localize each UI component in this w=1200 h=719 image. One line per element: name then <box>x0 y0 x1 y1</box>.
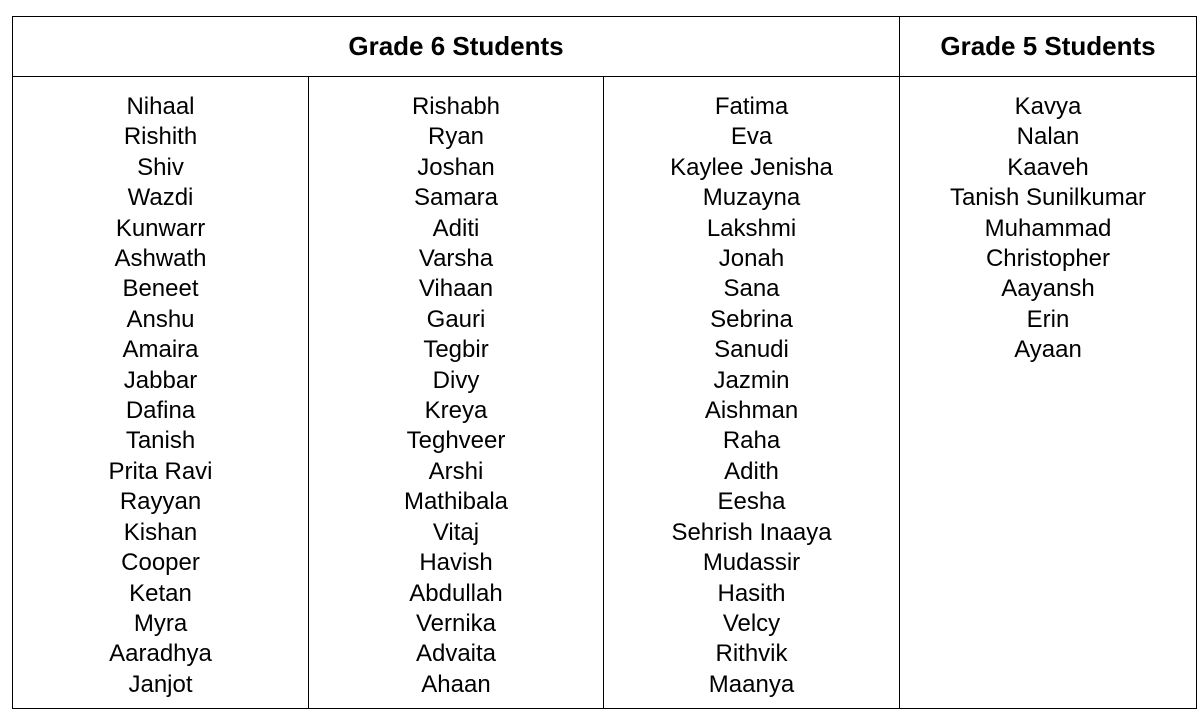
student-name: Ahaan <box>421 670 491 698</box>
student-name: Tanish <box>125 427 196 455</box>
student-name: Vernika <box>415 609 497 637</box>
student-name: Muhammad <box>984 214 1112 242</box>
student-name: Aaradhya <box>109 640 212 668</box>
student-name: Ketan <box>129 579 192 607</box>
student-name: Adith <box>724 457 779 485</box>
student-name: Havish <box>419 549 493 577</box>
student-name: Mathibala <box>403 488 509 516</box>
student-name: Advaita <box>415 640 497 668</box>
student-name: Abdullah <box>409 579 503 607</box>
student-name: Varsha <box>418 245 494 273</box>
grade-6-column-2 <box>309 77 604 709</box>
student-name: Sana <box>723 275 780 303</box>
student-name: Janjot <box>128 670 193 698</box>
student-name: Kaylee Jenisha <box>670 153 833 181</box>
student-name: Hasith <box>717 579 786 607</box>
names-row <box>13 77 1197 709</box>
header-row <box>13 17 1197 77</box>
student-name: Nalan <box>1016 123 1080 151</box>
grade-5-header: Grade 5 Students <box>900 17 1197 77</box>
student-name: Cooper <box>121 549 200 577</box>
student-name: Divy <box>432 366 480 394</box>
student-name: Beneet <box>122 275 199 303</box>
student-name: Prita Ravi <box>108 457 213 485</box>
student-name: Kishan <box>123 518 198 546</box>
student-name: Aayansh <box>1001 275 1095 303</box>
student-name: Maanya <box>708 670 795 698</box>
student-name: Eva <box>730 123 773 151</box>
grade-5-column-1 <box>900 77 1197 709</box>
grade-6-column-3 <box>604 77 900 709</box>
student-name: Erin <box>1026 305 1070 333</box>
student-name: Wazdi <box>127 184 194 212</box>
student-name: Tanish Sunilkumar <box>949 184 1147 212</box>
student-name: Jazmin <box>713 366 790 394</box>
student-name: Shiv <box>137 153 184 181</box>
student-name: Vitaj <box>432 518 480 546</box>
student-name: Fatima <box>714 93 789 120</box>
student-name: Tegbir <box>423 336 489 364</box>
student-name: Kreya <box>424 397 488 425</box>
student-name: Dafina <box>125 397 196 425</box>
student-name: Lakshmi <box>706 214 797 242</box>
student-name: Ashwath <box>114 245 207 273</box>
student-name: Jabbar <box>123 366 198 394</box>
student-name: Kunwarr <box>115 214 206 242</box>
student-name: Sanudi <box>714 336 789 364</box>
student-name: Jonah <box>718 245 785 273</box>
student-name: Velcy <box>722 609 781 637</box>
student-name: Aishman <box>704 397 799 425</box>
student-name: Ryan <box>427 123 485 151</box>
student-name: Teghveer <box>406 427 506 455</box>
student-roster-table <box>12 16 1197 709</box>
student-name: Aditi <box>432 214 480 242</box>
student-name: Rishabh <box>411 93 501 120</box>
student-name: Nihaal <box>126 93 195 120</box>
student-name: Ayaan <box>1014 336 1082 364</box>
student-name: Kaaveh <box>1007 153 1089 181</box>
student-name: Joshan <box>417 153 495 181</box>
student-name: Muzayna <box>702 184 801 212</box>
student-name: Sebrina <box>710 305 793 333</box>
grade-6-column-1 <box>13 77 309 709</box>
student-name: Raha <box>722 427 781 455</box>
student-name: Myra <box>133 609 188 637</box>
grade-6-header: Grade 6 Students <box>13 17 900 77</box>
student-name: Gauri <box>426 305 486 333</box>
student-name: Kavya <box>1014 93 1082 120</box>
student-name: Mudassir <box>702 549 801 577</box>
student-name: Anshu <box>126 305 195 333</box>
student-name: Christopher <box>985 245 1111 273</box>
student-name: Arshi <box>428 457 484 485</box>
student-name: Samara <box>413 184 499 212</box>
student-name: Rayyan <box>119 488 202 516</box>
student-name: Eesha <box>717 488 786 516</box>
student-name: Rishith <box>123 123 198 151</box>
student-name: Amaira <box>122 336 199 364</box>
student-name: Rithvik <box>715 640 788 668</box>
student-name: Sehrish Inaaya <box>671 518 832 546</box>
student-name: Vihaan <box>418 275 494 303</box>
